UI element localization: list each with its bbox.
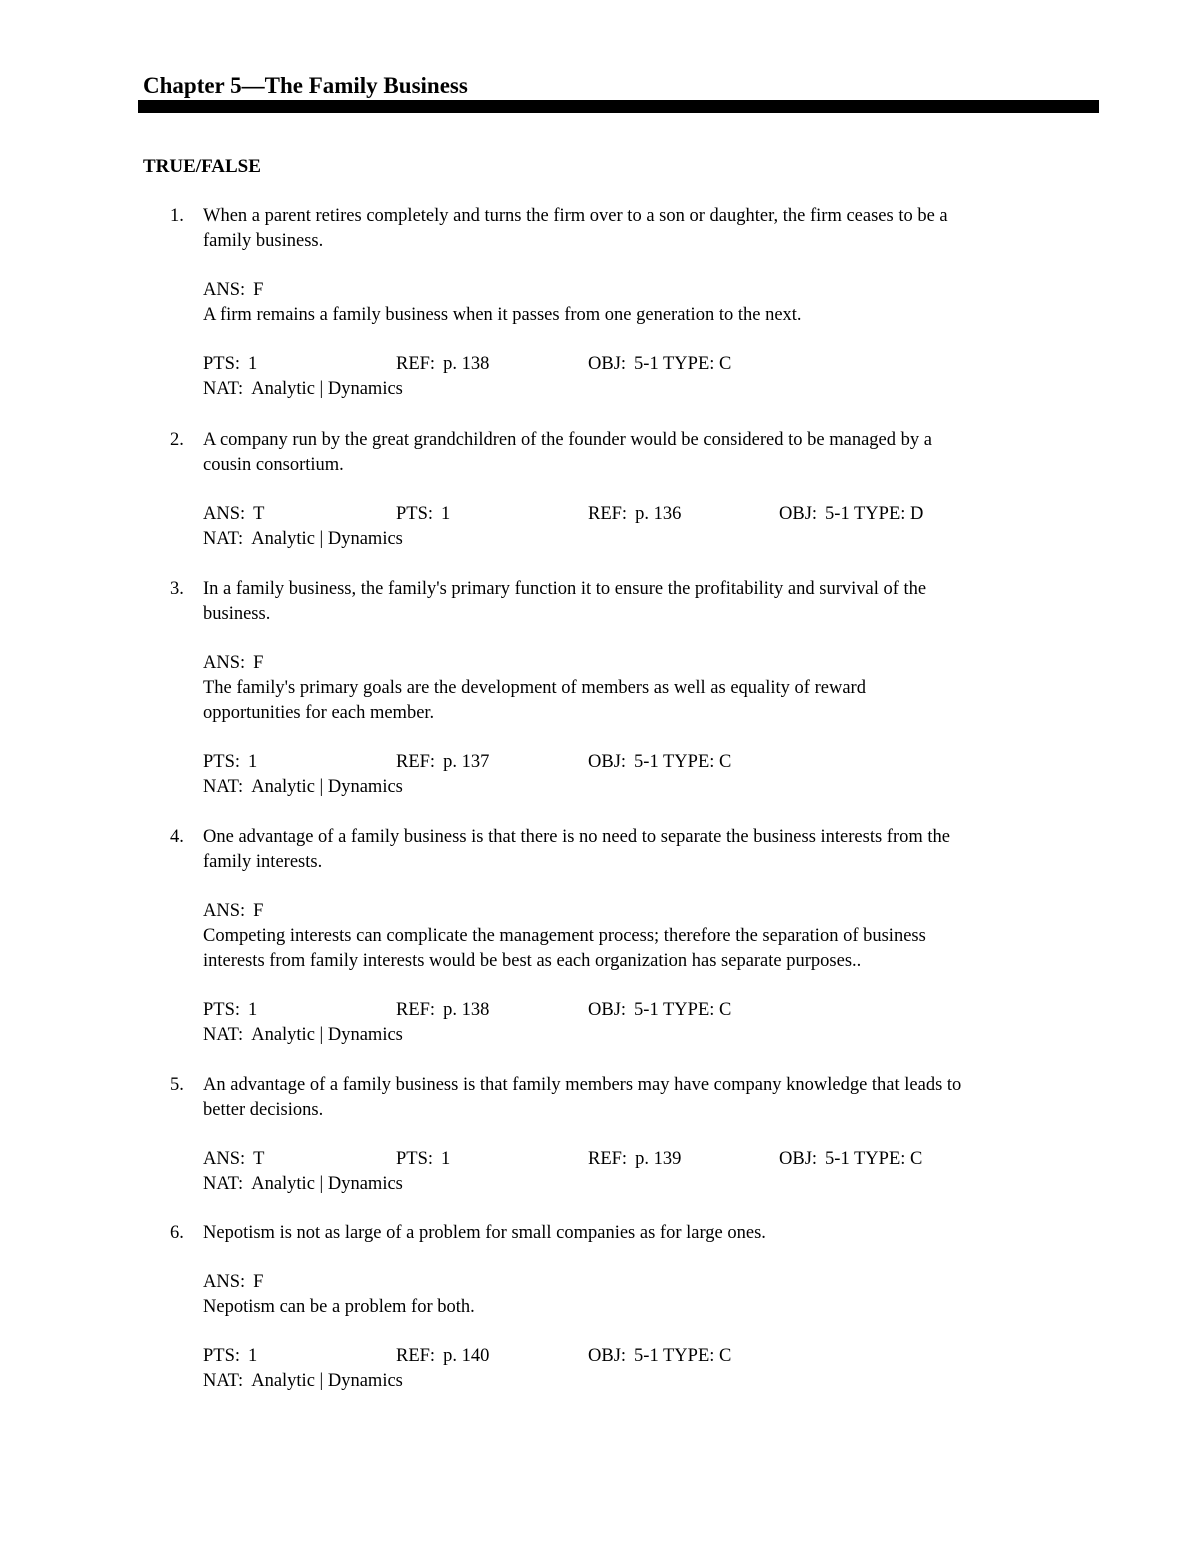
question-text-line: When a parent retires completely and turns the firm over to a son or daughter, the firm ceases to be a bbox=[203, 206, 948, 226]
pts-field bbox=[203, 1344, 257, 1369]
meta-row bbox=[203, 1147, 1098, 1172]
meta-row bbox=[203, 750, 1098, 775]
answer-line bbox=[203, 651, 1098, 676]
ans-label: ANS: bbox=[203, 1272, 246, 1292]
pts-field bbox=[396, 502, 450, 527]
ref-label: REF: bbox=[588, 1149, 628, 1169]
ref-value: p. 140 bbox=[443, 1346, 490, 1366]
question-number: 5. bbox=[170, 1075, 184, 1095]
pts-label: PTS: bbox=[203, 1000, 241, 1020]
ref-value: p. 137 bbox=[443, 752, 490, 772]
pts-value: 1 bbox=[441, 504, 451, 524]
obj-label: OBJ: bbox=[779, 1149, 818, 1169]
nat-value: Analytic | Dynamics bbox=[251, 777, 403, 797]
ans-label: ANS: bbox=[203, 1149, 246, 1169]
question-body bbox=[203, 577, 1098, 800]
pts-field bbox=[203, 750, 257, 775]
rationale-line: opportunities for each member. bbox=[203, 703, 435, 723]
nat-value: Analytic | Dynamics bbox=[251, 1371, 403, 1391]
ref-field bbox=[588, 1147, 681, 1172]
question-number: 4. bbox=[170, 827, 184, 847]
obj-value: 5-1 TYPE: C bbox=[634, 1000, 732, 1020]
question-body bbox=[203, 1073, 1098, 1197]
ans-label: ANS: bbox=[203, 504, 246, 524]
ref-label: REF: bbox=[396, 1346, 436, 1366]
pts-value: 1 bbox=[248, 354, 258, 374]
meta-row bbox=[203, 998, 1098, 1023]
ref-label: REF: bbox=[396, 354, 436, 374]
ans-value: F bbox=[253, 901, 264, 921]
ref-value: p. 139 bbox=[635, 1149, 682, 1169]
ref-field bbox=[396, 750, 489, 775]
obj-label: OBJ: bbox=[588, 1000, 627, 1020]
question-body bbox=[203, 204, 1098, 402]
pts-field bbox=[203, 998, 257, 1023]
pts-value: 1 bbox=[441, 1149, 451, 1169]
nat-line bbox=[203, 1023, 1098, 1048]
pts-value: 1 bbox=[248, 752, 258, 772]
question-body bbox=[203, 1221, 1098, 1394]
nat-line bbox=[203, 527, 1098, 552]
ref-field bbox=[396, 1344, 489, 1369]
meta-row bbox=[203, 352, 1098, 377]
page-title: Chapter 5—The Family Business bbox=[143, 73, 468, 98]
nat-value: Analytic | Dynamics bbox=[251, 529, 403, 549]
answer-line bbox=[203, 899, 1098, 924]
obj-field bbox=[588, 352, 731, 377]
obj-field bbox=[779, 1147, 922, 1172]
obj-label: OBJ: bbox=[779, 504, 818, 524]
section-heading: TRUE/FALSE bbox=[143, 156, 261, 177]
ans-field bbox=[203, 1147, 264, 1172]
pts-field bbox=[203, 352, 257, 377]
ans-label: ANS: bbox=[203, 901, 246, 921]
question-text-line: business. bbox=[203, 604, 271, 624]
pts-label: PTS: bbox=[396, 504, 434, 524]
nat-label: NAT: bbox=[203, 1371, 244, 1391]
ans-value: T bbox=[253, 504, 265, 524]
nat-label: NAT: bbox=[203, 1174, 244, 1194]
nat-line bbox=[203, 1369, 1098, 1394]
obj-field bbox=[779, 502, 923, 527]
obj-value: 5-1 TYPE: C bbox=[825, 1149, 923, 1169]
nat-value: Analytic | Dynamics bbox=[251, 1174, 403, 1194]
ref-label: REF: bbox=[588, 504, 628, 524]
obj-value: 5-1 TYPE: C bbox=[634, 354, 732, 374]
question-number: 6. bbox=[170, 1223, 184, 1243]
ref-label: REF: bbox=[396, 1000, 436, 1020]
question-text-line: cousin consortium. bbox=[203, 455, 344, 475]
obj-field bbox=[588, 998, 731, 1023]
ref-field bbox=[396, 998, 489, 1023]
question-text-line: Nepotism is not as large of a problem for small companies as for large ones. bbox=[203, 1223, 766, 1243]
nat-value: Analytic | Dynamics bbox=[251, 1025, 403, 1045]
nat-label: NAT: bbox=[203, 529, 244, 549]
question-number: 2. bbox=[170, 430, 184, 450]
ans-value: F bbox=[253, 653, 264, 673]
meta-row bbox=[203, 1344, 1098, 1369]
pts-value: 1 bbox=[248, 1000, 258, 1020]
obj-field bbox=[588, 750, 731, 775]
ans-value: F bbox=[253, 1272, 264, 1292]
question-text-line: One advantage of a family business is that there is no need to separate the business interests from the bbox=[203, 827, 950, 847]
obj-value: 5-1 TYPE: C bbox=[634, 1346, 732, 1366]
pts-field bbox=[396, 1147, 450, 1172]
pts-label: PTS: bbox=[203, 354, 241, 374]
obj-label: OBJ: bbox=[588, 354, 627, 374]
obj-value: 5-1 TYPE: D bbox=[825, 504, 924, 524]
question-body bbox=[203, 428, 1098, 552]
ref-value: p. 138 bbox=[443, 354, 490, 374]
question-text-line: An advantage of a family business is that family members may have company knowledge that leads to bbox=[203, 1075, 962, 1095]
pts-label: PTS: bbox=[396, 1149, 434, 1169]
answer-line bbox=[203, 278, 1098, 303]
question-text-line: family interests. bbox=[203, 852, 323, 872]
ref-field bbox=[396, 352, 489, 377]
ref-label: REF: bbox=[396, 752, 436, 772]
pts-label: PTS: bbox=[203, 1346, 241, 1366]
nat-value: Analytic | Dynamics bbox=[251, 379, 403, 399]
obj-label: OBJ: bbox=[588, 752, 627, 772]
question-number: 1. bbox=[170, 206, 184, 226]
question-text-line: A company run by the great grandchildren of the founder would be considered to be managed by a bbox=[203, 430, 932, 450]
ref-value: p. 138 bbox=[443, 1000, 490, 1020]
rationale-line: A firm remains a family business when it passes from one generation to the next. bbox=[203, 305, 802, 325]
nat-label: NAT: bbox=[203, 777, 244, 797]
ref-field bbox=[588, 502, 681, 527]
question-text-line: family business. bbox=[203, 231, 324, 251]
rationale-line: The family's primary goals are the development of members as well as equality of reward bbox=[203, 678, 866, 698]
rationale-line: Nepotism can be a problem for both. bbox=[203, 1297, 475, 1317]
question-number: 3. bbox=[170, 579, 184, 599]
ans-label: ANS: bbox=[203, 653, 246, 673]
pts-label: PTS: bbox=[203, 752, 241, 772]
nat-label: NAT: bbox=[203, 1025, 244, 1045]
nat-label: NAT: bbox=[203, 379, 244, 399]
pts-value: 1 bbox=[248, 1346, 258, 1366]
obj-value: 5-1 TYPE: C bbox=[634, 752, 732, 772]
ref-value: p. 136 bbox=[635, 504, 682, 524]
obj-label: OBJ: bbox=[588, 1346, 627, 1366]
rationale-line: Competing interests can complicate the management process; therefore the separation of business bbox=[203, 926, 926, 946]
meta-row bbox=[203, 502, 1098, 527]
title-rule bbox=[138, 100, 1099, 113]
nat-line bbox=[203, 775, 1098, 800]
ans-label: ANS: bbox=[203, 280, 246, 300]
nat-line bbox=[203, 377, 1098, 402]
rationale-line: interests from family interests would be best as each organization has separate purposes.. bbox=[203, 951, 862, 971]
ans-value: T bbox=[253, 1149, 265, 1169]
nat-line bbox=[203, 1172, 1098, 1197]
ans-field bbox=[203, 502, 264, 527]
question-text-line: better decisions. bbox=[203, 1100, 324, 1120]
question-text-line: In a family business, the family's primary function it to ensure the profitability and survival of the bbox=[203, 579, 927, 599]
ans-value: F bbox=[253, 280, 264, 300]
question-body bbox=[203, 825, 1098, 1048]
answer-line bbox=[203, 1270, 1098, 1295]
obj-field bbox=[588, 1344, 731, 1369]
